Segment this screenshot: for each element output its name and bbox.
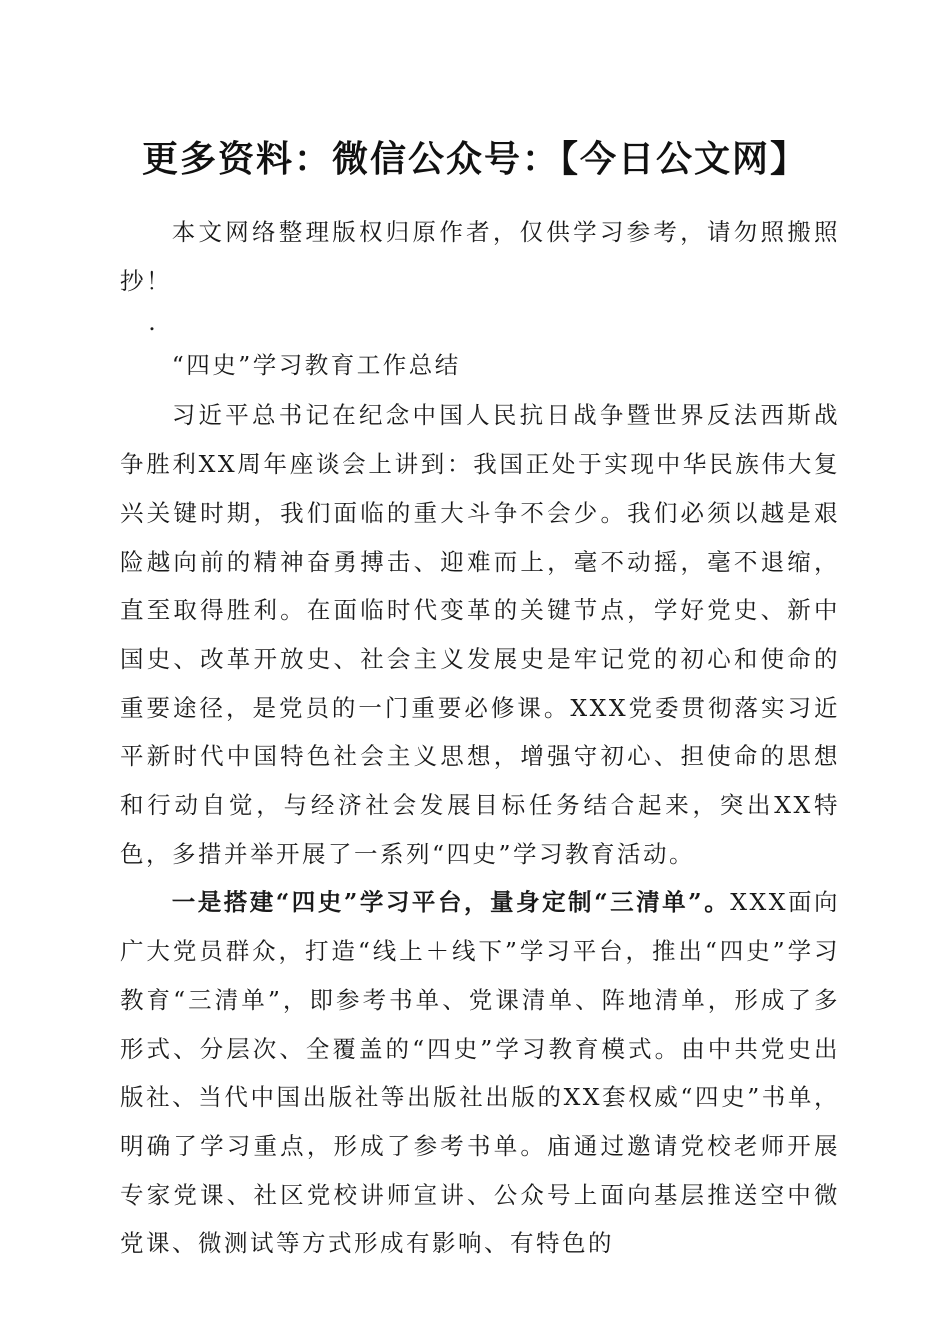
page-title: 更多资料：微信公众号：【今日公文网】 (141, 138, 808, 180)
paragraph-intro: 习近平总书记在纪念中国人民抗日战争暨世界反法西斯战争胜利XX周年座谈会上讲到：我国正处于实现中华民族伟大复兴关键时期，我们面临的重大斗争不会少。我们必须以越是艰险越向前的精神奋勇搏击、迎难而上，毫不动摇，毫不退缩，直至取得胜利。在面临时代变革的关键节点，学好党史、新中国史、改革开放史、社会主义发展史是牢记党的初心和使命的重要途径，是党员的一门重要必修课。XXX党委贯彻落实习近平新时代中国特色社会主义思想，增强守初心、担使命的思想和行动自觉，与经济社会发展目标任务结合起来，突出XX特色，多措并举开展了一系列“四史”学习教育活动。 (120, 401, 840, 868)
copyright-notice: 本文网络整理版权归原作者，仅供学习参考，请勿照搬照抄！ (120, 218, 840, 295)
paragraph-platform (120, 878, 840, 1268)
document-title: “四史”学习教育工作总结 (171, 351, 461, 380)
document-body (120, 208, 840, 1268)
separator-dot: . (148, 308, 159, 337)
paragraph-lead-heading: 一是搭建“四史”学习平台，量身定制“三清单”。 (171, 888, 731, 917)
paragraph-platform-text: XXX面向广大党员群众，打造“线上＋线下”学习平台，推出“四史”学习教育“三清单”，即参考书单、党课清单、阵地清单，形成了多形式、分层次、全覆盖的“四史”学习教育模式。由中共党史出版社、当代中国出版社等出版社出版的XX套权威“四史”书单，明确了学习重点，形成了参考书单。庙通过邀请党校老师开展专家党课、社区党校讲师宣讲、公众号上面向基层推送空中微党课、微测试等方式形成有影响、有特色的 (120, 888, 840, 1258)
